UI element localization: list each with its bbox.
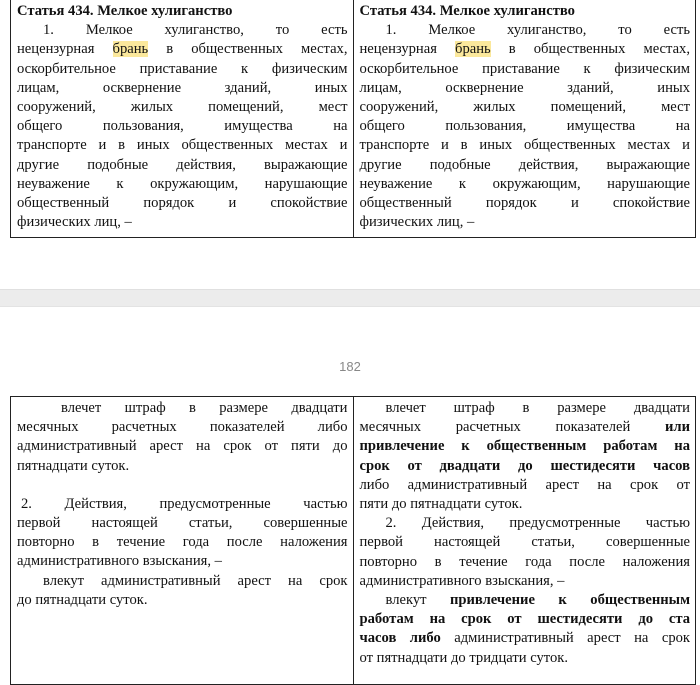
right-column-cell xyxy=(353,397,696,685)
text-line: влекут административный арест на срок xyxy=(43,572,348,589)
text-line: 1. Мелкое хулиганство, то есть xyxy=(43,22,348,39)
text-line: административного взыскания, – xyxy=(17,553,222,570)
spacer xyxy=(17,476,348,495)
top-comparison-table xyxy=(10,0,696,238)
highlighted-word: брань xyxy=(455,41,491,58)
text-line: физических лиц, – xyxy=(17,214,132,231)
text-line: 2. Действия, предусмотренные частью xyxy=(21,495,348,512)
bold-text: или xyxy=(664,419,690,436)
text-line: влечет штраф в размере двадцати xyxy=(61,400,348,416)
bold-text-line: привлечение к общественным работам на xyxy=(359,438,690,455)
left-column-cell xyxy=(11,0,354,238)
text-line: общественный порядок и спокойствие xyxy=(17,195,348,212)
text-line: месячных расчетных показателей либо xyxy=(17,419,348,436)
text-line: пятнадцати суток. xyxy=(17,457,130,474)
page-gap xyxy=(0,260,700,396)
text-line: общественный порядок и спокойствие xyxy=(359,195,690,212)
text-line: общего пользования, имущества на xyxy=(359,118,690,135)
text-line: часов либо административный арест на срок xyxy=(359,630,691,647)
bold-text-line: работам на срок от шестидесяти до ста xyxy=(359,611,690,628)
text-line: оскорбительное приставание к физическим xyxy=(17,60,348,77)
bold-text: привлечение к общественным xyxy=(450,592,691,609)
page-number: 182 xyxy=(339,359,361,374)
text-line: 1. Мелкое хулиганство, то есть xyxy=(385,22,690,39)
highlighted-word: брань xyxy=(112,41,149,58)
text-line: повторно в течение года после наложения xyxy=(359,553,690,570)
text-line: неуважение к окружающим, нарушающие xyxy=(17,175,348,192)
text-line: лицам, осквернение зданий, иных xyxy=(359,79,690,96)
right-column-cell xyxy=(353,0,696,238)
text-line: физических лиц, – xyxy=(359,214,475,231)
bottom-comparison-table xyxy=(10,396,696,685)
bold-text-line: срок от двадцати до шестидесяти часов xyxy=(359,457,690,474)
table-row xyxy=(11,0,696,238)
text-line: месячных расчетных показателей или xyxy=(359,419,690,436)
text-line: влекут привлечение к общественным xyxy=(385,592,691,609)
bold-text: часов либо xyxy=(359,630,441,647)
text-line: первой настоящей статьи, совершенные xyxy=(359,534,690,551)
table-row xyxy=(11,397,696,685)
text-line: оскорбительное приставание к физическим xyxy=(359,60,690,77)
text-line: от пятнадцати до тридцати суток. xyxy=(359,649,568,666)
text-line: нецензурная брань в общественных местах, xyxy=(359,41,690,58)
text-line: общего пользования, имущества на xyxy=(17,118,348,135)
text-line: влечет штраф в размере двадцати xyxy=(385,400,690,416)
text-line: 2. Действия, предусмотренные частью xyxy=(385,515,690,532)
text-line: до пятнадцати суток. xyxy=(17,591,148,608)
text-line: другие подобные действия, выражающие xyxy=(17,156,348,173)
text-line: первой настоящей статьи, совершенные xyxy=(17,515,348,532)
article-title: Статья 434. Мелкое хулиганство xyxy=(17,3,233,19)
text-line: либо административный арест на срок от xyxy=(359,476,690,493)
text-line: сооружений, жилых помещений, мест xyxy=(17,99,348,116)
text-line: транспорте и в иных общественных местах и xyxy=(359,137,690,154)
article-title: Статья 434. Мелкое хулиганство xyxy=(359,3,575,19)
text-line: транспорте и в иных общественных местах и xyxy=(17,137,348,154)
text-line: административный арест на срок от пяти до xyxy=(17,438,348,455)
text-line: нецензурная брань в общественных местах, xyxy=(17,41,348,58)
left-column-cell xyxy=(11,397,354,685)
page-separator xyxy=(0,289,700,307)
text-line: другие подобные действия, выражающие xyxy=(359,156,690,173)
text-line: сооружений, жилых помещений, мест xyxy=(359,99,690,116)
text-line: пяти до пятнадцати суток. xyxy=(359,496,523,513)
text-line: административного взыскания, – xyxy=(359,572,565,589)
text-line: лицам, осквернение зданий, иных xyxy=(17,79,348,96)
text-line: неуважение к окружающим, нарушающие xyxy=(359,175,690,192)
text-line: повторно в течение года после наложения xyxy=(17,534,348,551)
